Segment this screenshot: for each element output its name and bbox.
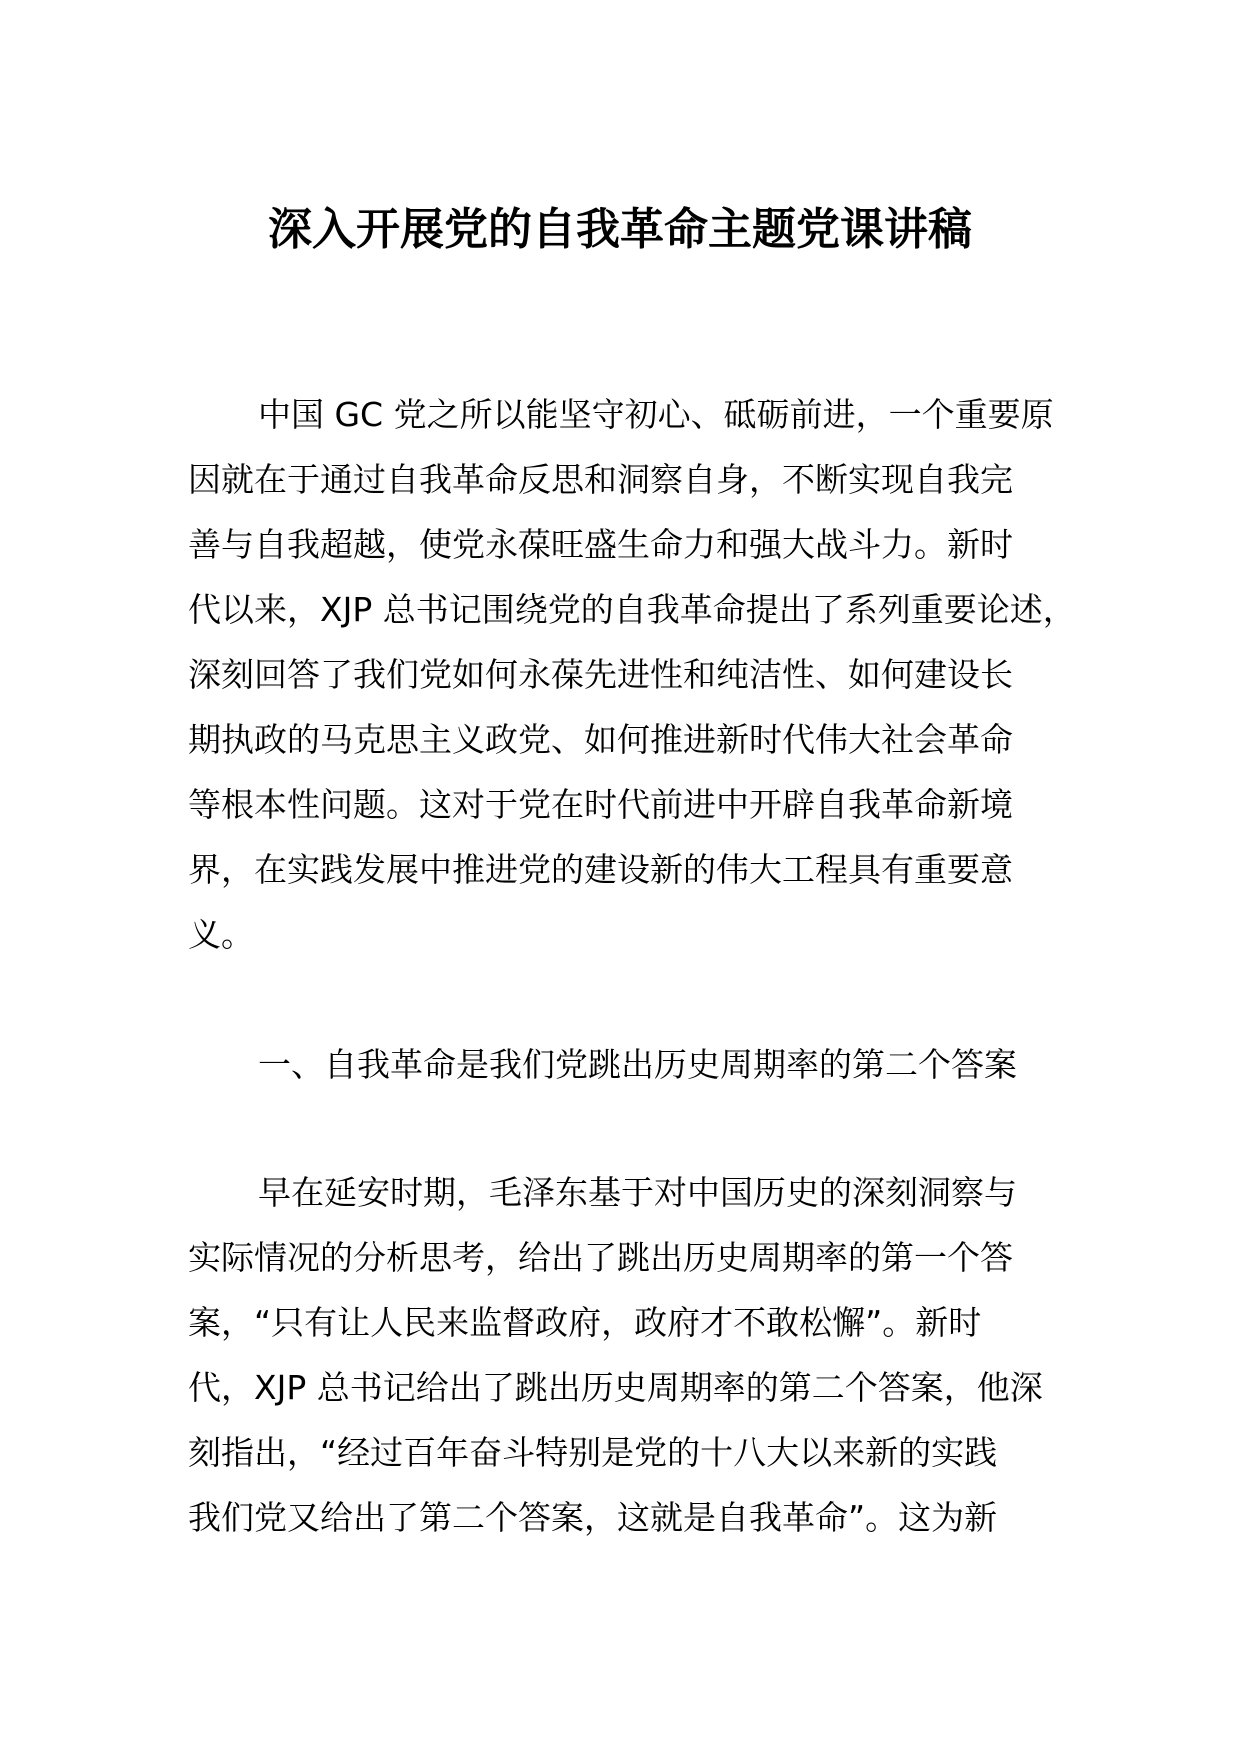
paragraph-line: 期执政的马克思主义政党、如何推进新时代伟大社会革命 [188, 720, 1013, 759]
paragraph-line: 我们党又给出了第二个答案，这就是自我革命”。这为新 [188, 1498, 998, 1537]
paragraph-section-1 [188, 1160, 1058, 1550]
section-heading-1 [188, 1032, 1058, 1097]
paragraph-line: 早在延安时期，毛泽东基于对中国历史的深刻洞察与 [258, 1173, 1017, 1212]
paragraph-line: 实际情况的分析思考，给出了跳出历史周期率的第一个答 [188, 1238, 1013, 1277]
paragraph-line: 刻指出，“经过百年奋斗特别是党的十八大以来新的实践 [188, 1433, 998, 1472]
paragraph-line: 善与自我超越，使党永葆旺盛生命力和强大战斗力。新时 [188, 525, 1013, 564]
paragraph-line: 案，“只有让人民来监督政府，政府才不敢松懈”。新时 [188, 1303, 982, 1342]
section-heading-text: 一、自我革命是我们党跳出历史周期率的第二个答案 [258, 1045, 1017, 1084]
paragraph-line: 义。 [188, 915, 254, 954]
paragraph-line: 深刻回答了我们党如何永葆先进性和纯洁性、如何建设长 [188, 655, 1013, 694]
paragraph-line: 代以来，XJP 总书记围绕党的自我革命提出了系列重要论述， [188, 590, 1076, 629]
paragraph-line: 代，XJP 总书记给出了跳出历史周期率的第二个答案，他深 [188, 1368, 1043, 1407]
paragraph-line: 等根本性问题。这对于党在时代前进中开辟自我革命新境 [188, 785, 1013, 824]
paragraph-line: 因就在于通过自我革命反思和洞察自身，不断实现自我完 [188, 460, 1013, 499]
paragraph-intro [188, 382, 1076, 967]
document-title: 深入开展党的自我革命主题党课讲稿 [268, 204, 972, 255]
paragraph-line: 中国 GC 党之所以能坚守初心、砥砺前进，一个重要原 [258, 395, 1054, 434]
paragraph-line: 界，在实践发展中推进党的建设新的伟大工程具有重要意 [188, 850, 1013, 889]
